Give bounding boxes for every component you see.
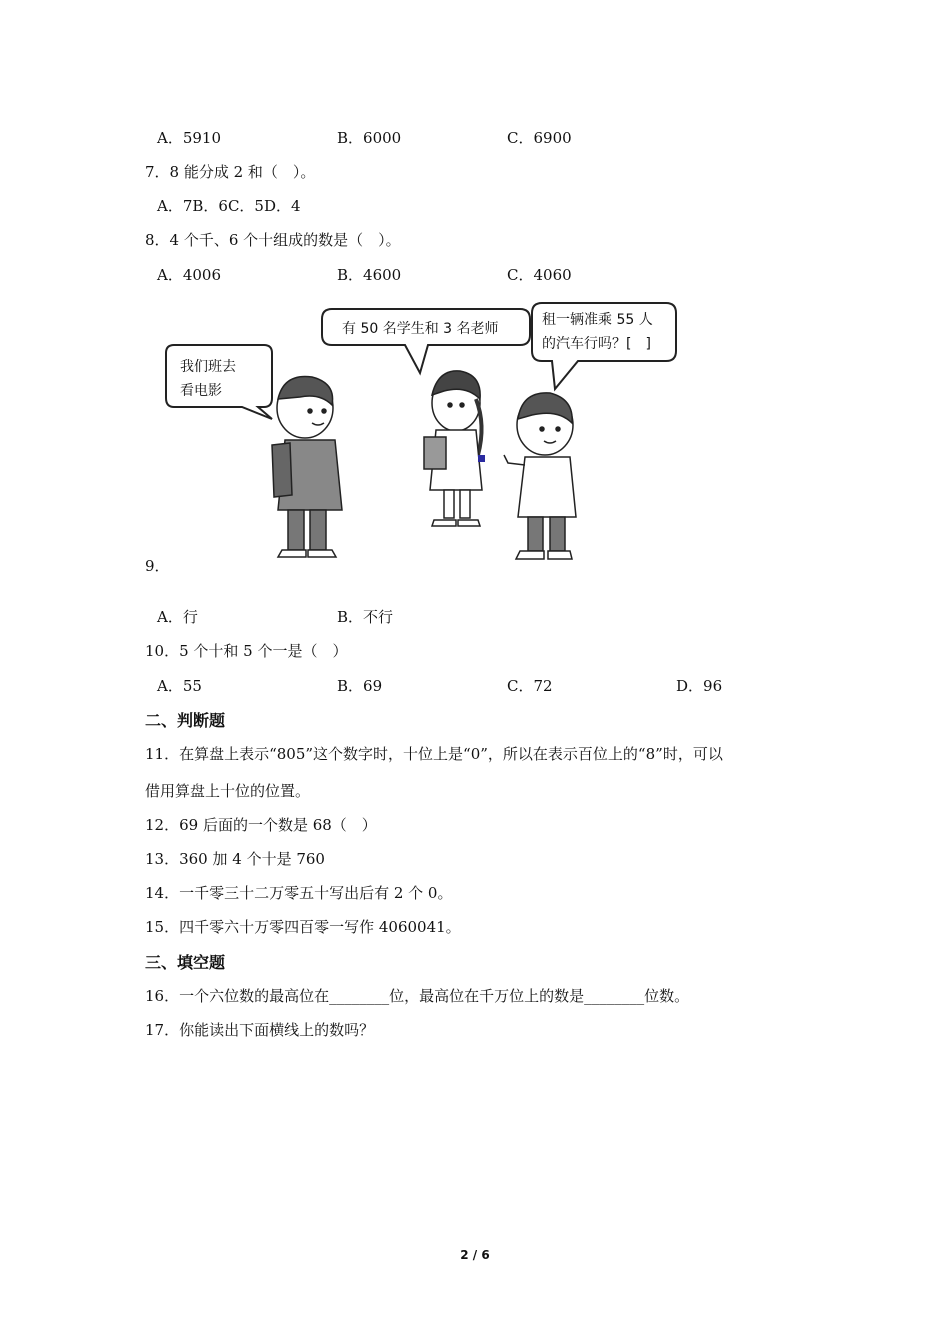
- q9-option-b: B．不行: [337, 608, 394, 626]
- q8-option-c: C．4060: [507, 266, 572, 284]
- bubble3-line2: 的汽车行吗？[ ]: [542, 336, 651, 352]
- q13: 13．360 加 4 个十是 760: [145, 850, 325, 868]
- page-number: 2 / 6: [460, 1248, 490, 1262]
- boy-with-backpack-figure: [272, 376, 342, 557]
- q9-illustration: [160, 295, 680, 570]
- q9-number: 9．: [145, 557, 170, 575]
- q7-stem: 7．8 能分成 2 和（ ）。: [145, 163, 316, 181]
- q8-stem: 8．4 个千、6 个十组成的数是（ ）。: [145, 231, 401, 249]
- bubble3-line1: 租一辆准乘 55 人: [542, 312, 653, 328]
- speech-bubble-2: [322, 309, 530, 373]
- q8-option-a: A．4006: [157, 266, 222, 284]
- q12: 12．69 后面的一个数是 68（ ）: [145, 816, 377, 834]
- q10-stem: 10．5 个十和 5 个一是（ ）: [145, 642, 348, 660]
- q16: 16．一个六位数的最高位在________位，最高位在千万位上的数是________位数。: [145, 987, 690, 1005]
- speech-bubble-1: [166, 345, 272, 419]
- boy-pointing-figure: [504, 393, 576, 559]
- q17: 17．你能读出下面横线上的数吗？: [145, 1021, 375, 1039]
- section3-title: 三、填空题: [145, 953, 226, 972]
- q7-options: A．7B．6C．5D．4: [157, 197, 301, 215]
- q14: 14．一千零三十二万零五十写出后有 2 个 0。: [145, 884, 453, 902]
- bubble2-text: 有 50 名学生和 3 名老师: [342, 321, 499, 337]
- q11-line1: 11．在算盘上表示“805”这个数字时，十位上是“0”，所以在表示百位上的“8”时，可以: [145, 745, 723, 763]
- q9-option-a: A．行: [157, 608, 198, 626]
- bubble1-line2: 看电影: [180, 383, 222, 399]
- girl-figure: [424, 371, 485, 526]
- q10-option-b: B．69: [337, 677, 383, 695]
- section2-title: 二、判断题: [145, 711, 226, 730]
- bubble1-line1: 我们班去: [180, 359, 236, 375]
- q10-option-c: C．72: [507, 677, 553, 695]
- speech-bubble-3: [532, 303, 676, 389]
- q10-option-d: D．96: [676, 677, 723, 695]
- q8-option-b: B．4600: [337, 266, 402, 284]
- q15: 15．四千零六十万零四百零一写作 4060041。: [145, 918, 461, 936]
- q6-option-c: C．6900: [507, 129, 572, 147]
- q6-option-a: A．5910: [157, 129, 222, 147]
- q6-option-b: B．6000: [337, 129, 402, 147]
- q10-option-a: A．55: [157, 677, 202, 695]
- q11-line2: 借用算盘上十位的位置。: [145, 782, 311, 800]
